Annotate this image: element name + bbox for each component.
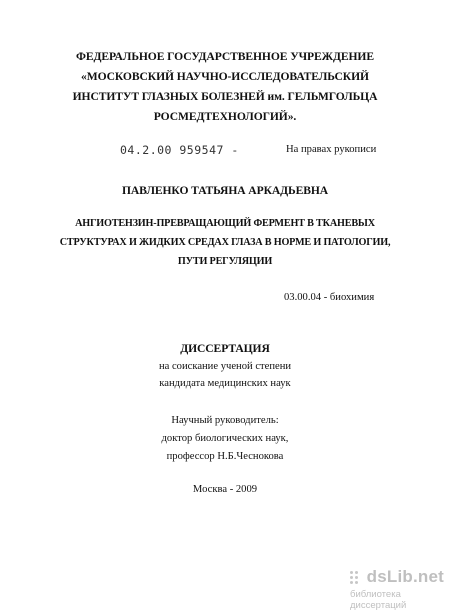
institution-line-1: ФЕДЕРАЛЬНОЕ ГОСУДАРСТВЕННОЕ УЧРЕЖДЕНИЕ bbox=[76, 50, 374, 63]
city-year: Москва - 2009 bbox=[192, 484, 258, 495]
registration-stamp-code: 04.2.00 959547 - bbox=[120, 143, 239, 157]
institution-line-2: «МОСКОВСКИЙ НАУЧНО-ИССЛЕДОВАТЕЛЬСКИЙ bbox=[81, 70, 369, 83]
topic-line-3: ПУТИ РЕГУЛЯЦИИ bbox=[177, 256, 273, 267]
supervisor-label: Научный руководитель: bbox=[171, 415, 279, 426]
supervisor-degree: доктор биологических наук, bbox=[161, 433, 289, 444]
degree-purpose-line-2: кандидата медицинских наук bbox=[159, 378, 291, 389]
work-type-heading: ДИССЕРТАЦИЯ bbox=[180, 342, 270, 355]
watermark-subtitle: библиотека диссертаций bbox=[350, 589, 407, 611]
watermark-dots-icon bbox=[350, 571, 360, 585]
institution-line-3: ИНСТИТУТ ГЛАЗНЫХ БОЛЕЗНЕЙ им. ГЕЛЬМГОЛЬЦА bbox=[72, 90, 378, 103]
manuscript-rights-note: На правах рукописи bbox=[286, 144, 377, 155]
supervisor-name: профессор Н.Б.Чеснокова bbox=[166, 451, 284, 462]
degree-purpose-line-1: на соискание ученой степени bbox=[158, 361, 292, 372]
watermark-logo: dsLib.net bbox=[366, 567, 444, 586]
institution-line-4: РОСМЕДТЕХНОЛОГИЙ». bbox=[153, 110, 297, 123]
dslib-watermark bbox=[350, 567, 448, 611]
specialty-code: 03.00.04 - биохимия bbox=[284, 292, 375, 303]
topic-line-1: АНГИОТЕНЗИН-ПРЕВРАЩАЮЩИЙ ФЕРМЕНТ В ТКАНЕВЫХ bbox=[75, 218, 375, 229]
author-name: ПАВЛЕНКО ТАТЬЯНА АРКАДЬЕВНА bbox=[121, 184, 329, 197]
topic-line-2: СТРУКТУРАХ И ЖИДКИХ СРЕДАХ ГЛАЗА В НОРМЕ И ПАТОЛОГИИ, bbox=[59, 237, 391, 248]
